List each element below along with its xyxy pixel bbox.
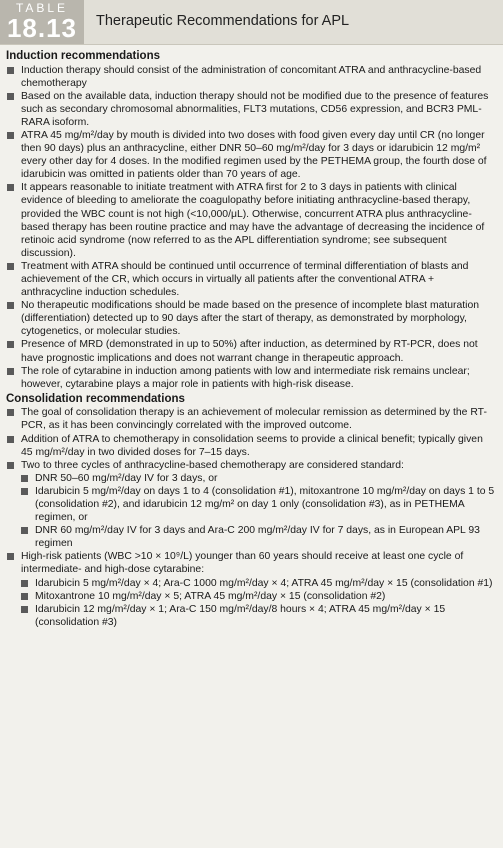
standard-regimen-item: DNR 50–60 mg/m²/day IV for 3 days, or bbox=[6, 472, 497, 485]
square-bullet-icon bbox=[21, 593, 28, 600]
badge-word: TABLE bbox=[15, 1, 69, 15]
induction-item: It appears reasonable to initiate treatment with ATRA first for 2 to 3 days in patients with clinical evidence of bleeding to ameliorate the coagulopathy before initiating anthracycline-based therapy, provided the WBC count is not high (<10,000/μL). Otherwise, concurrent ATRA plus anthracycline-based therapy has been routine practice and may have the advantage of decreasing the incidence of retinoic acid syndrome (now referred to as the APL differentiation syndrome; see subsequent discussion). bbox=[6, 181, 497, 260]
high-risk-regimen-item: Idarubicin 12 mg/m²/day × 1; Ara-C 150 mg/m²/day/8 hours × 4; ATRA 45 mg/m²/day × 15 (consolidation #3) bbox=[6, 603, 497, 629]
square-bullet-icon bbox=[21, 580, 28, 587]
consolidation-item: The goal of consolidation therapy is an achievement of molecular remission as determined by the RT-PCR, as it has been convincingly correlated with the improved outcome. bbox=[6, 406, 497, 432]
high-risk-regimen-item: Mitoxantrone 10 mg/m²/day × 5; ATRA 45 mg/m²/day × 15 (consolidation #2) bbox=[6, 590, 497, 603]
induction-title: Induction recommendations bbox=[6, 50, 160, 62]
square-bullet-icon bbox=[7, 462, 14, 469]
standard-regimen-item: Idarubicin 5 mg/m²/day on days 1 to 4 (consolidation #1), mitoxantrone 10 mg/m²/day on days 1 to 5 (consolidation #2), and idarubicin 12 mg/m² on day 1 only (consolidation #3), as in PETHEMA regimen, or bbox=[6, 485, 497, 524]
square-bullet-icon bbox=[7, 341, 14, 348]
consolidation-item: Two to three cycles of anthracycline-based chemotherapy are considered standard: bbox=[6, 459, 497, 472]
induction-item: No therapeutic modifications should be made based on the presence of incomplete blast maturation (differentiation) detected up to 90 days after the start of therapy, as demonstrated by morphology, cytogenetics, or molecular studies. bbox=[6, 299, 497, 338]
induction-item: Induction therapy should consist of the administration of concomitant ATRA and anthracycline-based chemotherapy bbox=[6, 64, 497, 90]
standard-regimen-item: DNR 60 mg/m²/day IV for 3 days and Ara-C 200 mg/m²/day IV for 7 days, as in European APL 93 regimen bbox=[6, 524, 497, 550]
square-bullet-icon bbox=[7, 263, 14, 270]
induction-item: ATRA 45 mg/m²/day by mouth is divided into two doses with food given every day until CR (no longer then 90 days) plus an anthracycline, either DNR 50–60 mg/m²/day for 3 days or idarubicin 12 mg/m² every other day for 4 doses. In the modified regimen used by the PETHEMA group, the fourth dose of idarubicin was omitted in patients older than 70 years of age. bbox=[6, 129, 497, 181]
consolidation-item: Addition of ATRA to chemotherapy in consolidation seems to provide a clinical benefit; typically given 45 mg/m²/day in two divided doses for 7–15 days. bbox=[6, 433, 497, 459]
high-risk-regimen-item: Idarubicin 5 mg/m²/day × 4; Ara-C 1000 mg/m²/day × 4; ATRA 45 mg/m²/day × 15 (consolidation #1) bbox=[6, 577, 497, 590]
induction-item: Treatment with ATRA should be continued until occurrence of terminal differentiation of blasts and achievement of the CR, which occurs in virtually all patients after the conventional ATRA + anthracycline induction schedules. bbox=[6, 260, 497, 299]
table-body bbox=[0, 45, 503, 629]
table-number-badge bbox=[0, 0, 84, 44]
square-bullet-icon bbox=[7, 302, 14, 309]
square-bullet-icon bbox=[21, 527, 28, 534]
induction-item: Based on the available data, induction therapy should not be modified due to the presence of features such as secondary chromosomal abnormalities, FLT3 mutations, CD56 expression, and BCR3 PML-RARA isoform. bbox=[6, 90, 497, 129]
square-bullet-icon bbox=[7, 368, 14, 375]
high-risk-item: High-risk patients (WBC >10 × 10⁹/L) younger than 60 years should receive at least one cycle of intermediate- and high-dose cytarabine: bbox=[6, 550, 497, 576]
consolidation-title: Consolidation recommendations bbox=[6, 392, 185, 405]
square-bullet-icon bbox=[21, 606, 28, 613]
badge-number: 18.13 bbox=[6, 13, 78, 43]
induction-item: Presence of MRD (demonstrated in up to 50%) after induction, as determined by RT-PCR, does not have prognostic implications and does not warrant change in therapeutic approach. bbox=[6, 338, 497, 364]
square-bullet-icon bbox=[7, 67, 14, 74]
square-bullet-icon bbox=[7, 93, 14, 100]
table-title: Therapeutic Recommendations for APL bbox=[96, 13, 350, 29]
square-bullet-icon bbox=[21, 488, 28, 495]
square-bullet-icon bbox=[21, 475, 28, 482]
square-bullet-icon bbox=[7, 436, 14, 443]
square-bullet-icon bbox=[7, 553, 14, 560]
square-bullet-icon bbox=[7, 132, 14, 139]
square-bullet-icon bbox=[7, 409, 14, 416]
table-header bbox=[0, 0, 503, 45]
square-bullet-icon bbox=[7, 184, 14, 191]
induction-item: The role of cytarabine in induction among patients with low and intermediate risk remains unclear; however, cytarabine plays a major role in patients with high-risk disease. bbox=[6, 365, 497, 391]
